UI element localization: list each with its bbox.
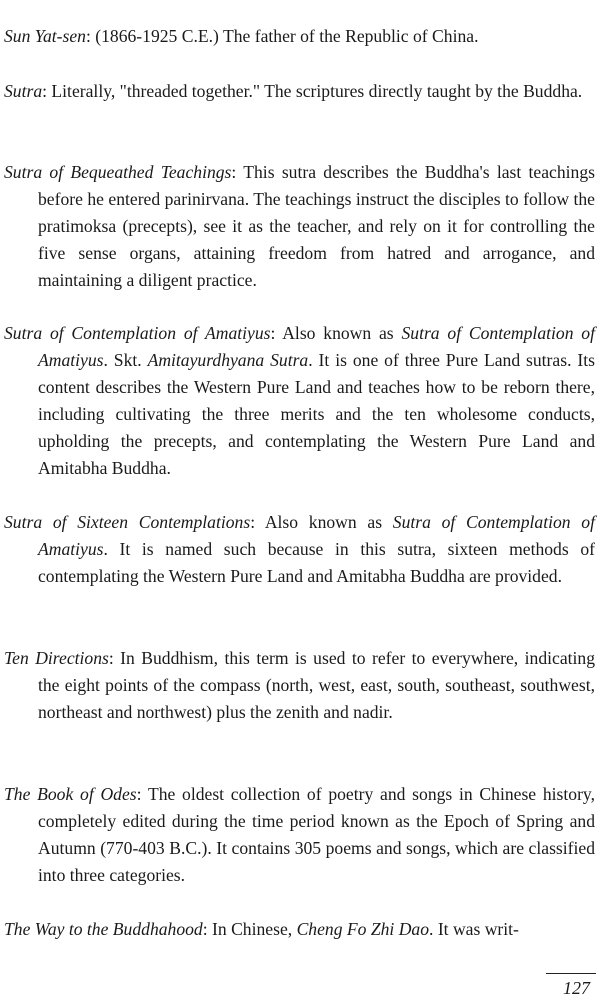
- glossary-entry-sutra-of-sixteen-contemplations: [4, 509, 595, 590]
- glossary-term: Sutra of Sixteen Contemplations: [4, 511, 251, 532]
- definition-text: : Also known as: [250, 511, 393, 532]
- glossary-term: Sutra of Bequeathed Teachings: [4, 161, 232, 182]
- definition-text: : The oldest collection of poetry and songs in Chinese history, completely edited during the time period known as the Epoch of Spring and Autumn (770-403 B.C.). It contains 305 poems and songs, which are classified into three categories.: [38, 783, 595, 885]
- glossary-entry-ten-directions: [4, 645, 595, 726]
- glossary-entry-sutra: [4, 78, 595, 105]
- cited-title: Sutra of Contemplation of Amatiyus: [38, 511, 595, 559]
- glossary-term: Sutra of Contemplation of Amatiyus: [4, 322, 271, 343]
- glossary-term: The Way to the Buddhahood: [4, 918, 203, 939]
- glossary-entry-sun-yat-sen: [4, 23, 595, 50]
- glossary-term: Sutra: [4, 80, 43, 101]
- glossary-term: Ten Directions: [4, 647, 109, 668]
- definition-text: : Literally, "threaded together." The scriptures directly taught by the Buddha.: [42, 80, 583, 101]
- glossary-entry-the-book-of-odes: [4, 781, 595, 889]
- definition-text: : This sutra describes the Buddha's last teachings before he entered parinirvana. The teachings instruct the disciples to follow the pratimoksa (precepts), see it as the teacher, and rely on it for controlling the five sense organs, attaining freedom from hatred and arrogance, and maintaining a diligent practice.: [38, 161, 595, 290]
- definition-text: : Also known as: [270, 322, 402, 343]
- chinese-title: Cheng Fo Zhi Dao: [296, 918, 430, 939]
- page-number: 127: [563, 978, 590, 998]
- glossary-entry-sutra-of-bequeathed-teachings: [4, 159, 595, 294]
- definition-text: : In Buddhism, this term is used to refer to everywhere, indicating the eight points of the compass (north, west, east, south, southeast, southwest, northeast and northwest) plus the zenith and nadir.: [38, 647, 595, 722]
- definition-text: . It was writ-: [429, 918, 519, 939]
- definition-text: : In Chinese,: [202, 918, 297, 939]
- definition-text: . It is one of three Pure Land sutras. Its content describes the Western Pure Land and teaches how to be reborn there, including cultivating the three merits and the ten wholesome conducts, upholding the precepts, and contemplating the Western Pure Land and Amitabha Buddha.: [38, 349, 595, 478]
- glossary-entry-the-way-to-the-buddhahood: [4, 916, 595, 943]
- definition-text: : (1866-1925 C.E.) The father of the Republic of China.: [85, 25, 479, 46]
- glossary-term: The Book of Odes: [4, 783, 137, 804]
- page-number-rule: [546, 973, 596, 974]
- glossary-term: Sun Yat-sen: [4, 25, 86, 46]
- definition-text: . It is named such because in this sutra, sixteen methods of contemplating the Western Pure Land and Amitabha Buddha are provided.: [38, 538, 595, 586]
- sanskrit-title: Amitayurdhyana Sutra: [147, 349, 309, 370]
- glossary-entry-sutra-of-contemplation-of-amatiyus: [4, 320, 595, 482]
- cited-title: Sutra of Contemplation of Amatiyus: [38, 322, 595, 370]
- definition-text: . Skt.: [103, 349, 148, 370]
